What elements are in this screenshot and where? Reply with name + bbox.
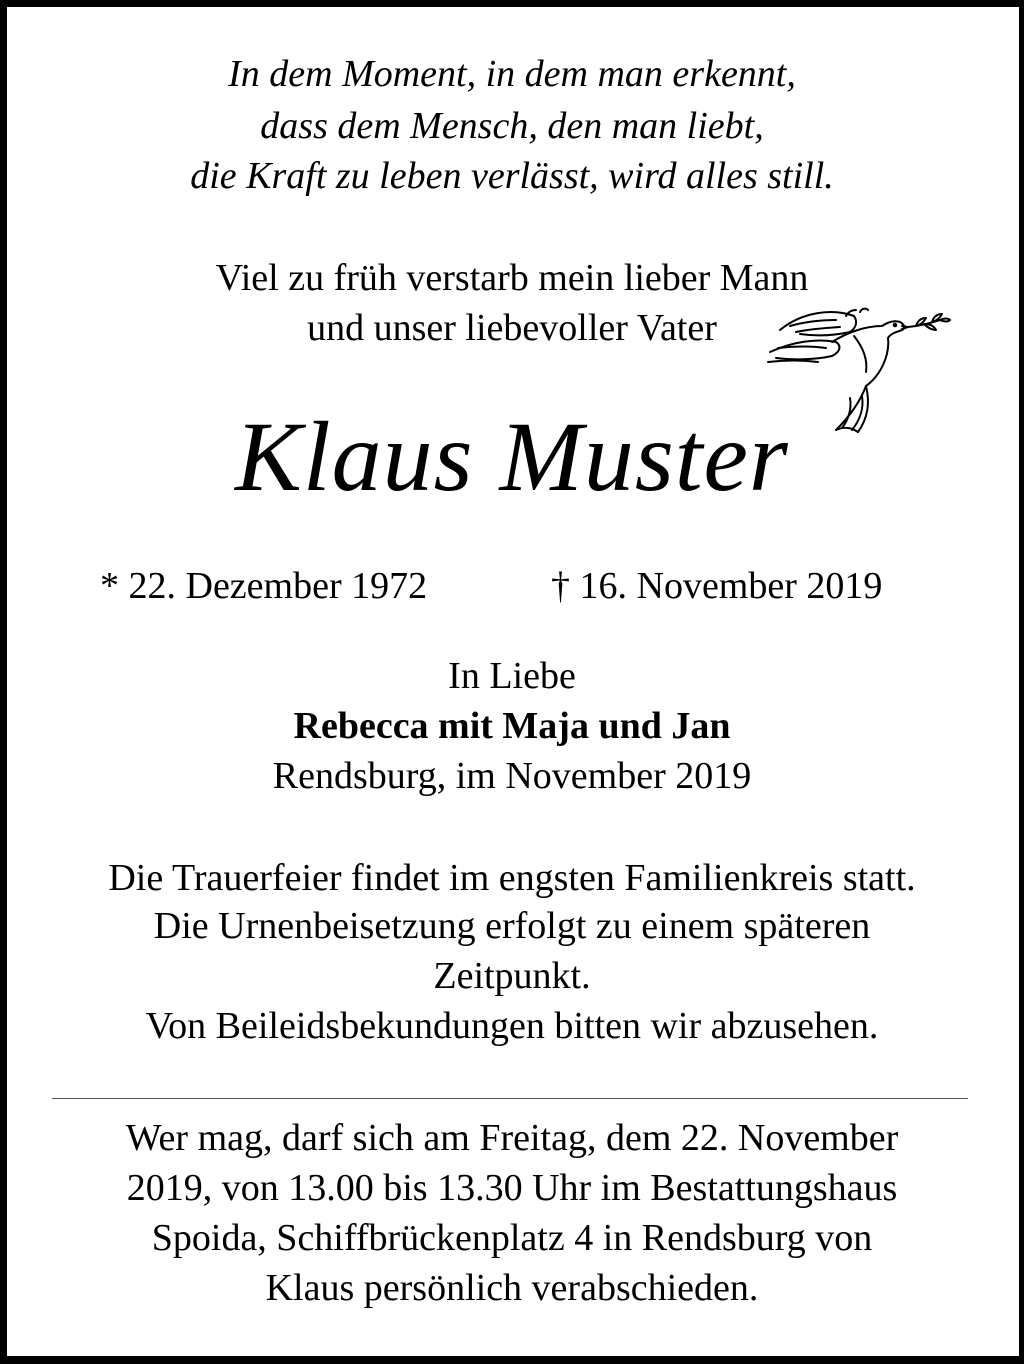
funeral-info-line-4: Von Beileidsbekundungen bitten wir abzusehen. <box>145 1005 879 1047</box>
family-names: Rebecca mit Maja und Jan <box>293 705 731 747</box>
funeral-info-line-2: Die Urnenbeisetzung erfolgt zu einem späteren <box>153 905 871 947</box>
farewell-line-2: 2019, von 13.00 bis 13.30 Uhr im Bestattungshaus <box>126 1167 898 1209</box>
poem-line-1: In dem Moment, in dem man erkennt, <box>228 53 796 95</box>
section-divider <box>52 1098 968 1099</box>
place-date: Rendsburg, im November 2019 <box>272 755 752 797</box>
farewell-line-3: Spoida, Schiffbrückenplatz 4 in Rendsburg von <box>151 1217 873 1259</box>
intro-line-1: Viel zu früh verstarb mein lieber Mann <box>215 257 809 299</box>
poem-line-3: die Kraft zu leben verlässt, wird alles still. <box>190 155 834 197</box>
funeral-info-line-3: Zeitpunkt. <box>433 955 591 997</box>
poem-line-2: dass dem Mensch, den man liebt, <box>260 105 764 147</box>
intro-line-2: und unser liebevoller Vater <box>307 307 717 349</box>
death-date: † 16. November 2019 <box>551 565 883 607</box>
funeral-info-line-1: Die Trauerfeier findet im engsten Familienkreis statt. <box>108 857 916 899</box>
farewell-line-1: Wer mag, darf sich am Freitag, dem 22. November <box>125 1117 899 1159</box>
deceased-name: Klaus Muster <box>235 401 789 512</box>
in-love-line: In Liebe <box>448 655 576 697</box>
farewell-line-4: Klaus persönlich verabschieden. <box>265 1267 759 1309</box>
birth-date: * 22. Dezember 1972 <box>100 565 428 607</box>
